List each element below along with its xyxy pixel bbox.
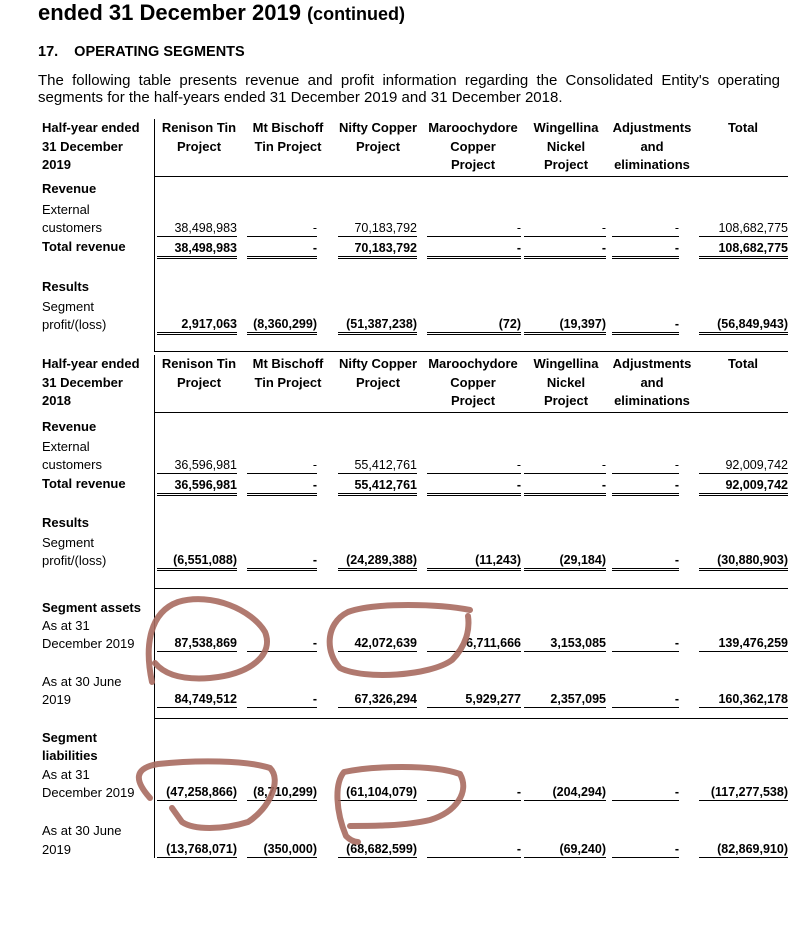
external-2019-cell-3: 70,183,792	[338, 220, 417, 237]
external-2019-cell-6: -	[612, 220, 679, 237]
assets-jun-2019-cell-7: 160,362,178	[699, 691, 788, 708]
liabilities-dec-2019-cell-3: (61,104,079)	[338, 784, 417, 801]
external-label-line-2: customers	[42, 220, 102, 235]
liabilities-dec-2019-cell-6: -	[612, 784, 679, 801]
profit-label-line-1: Segment	[42, 299, 95, 314]
profit-2018-cell-5: (29,184)	[524, 552, 606, 571]
revenue-heading: Revenue	[42, 181, 97, 196]
assets-dec-label-line-1: As at 31	[42, 618, 90, 633]
profit-2019-cell-1: 2,917,063	[157, 316, 237, 335]
total-revenue-2019-cell-5: -	[524, 240, 606, 259]
assets-dec-2019-cell-7: 139,476,259	[699, 635, 788, 652]
assets-jun-2019-cell-4: 5,929,277	[427, 691, 521, 708]
profit-2019-cell-5: (19,397)	[524, 316, 606, 335]
assets-jun-2019-cell-3: 67,326,294	[338, 691, 417, 708]
external-2018-cell-2: -	[247, 457, 317, 474]
header-label-line-1: Half-year ended	[42, 120, 140, 135]
liabilities-jun-2019-cell-2: (350,000)	[247, 841, 317, 858]
assets-jun-label-line-2: 2019	[42, 692, 71, 707]
total-revenue-2019-cell-7: 108,682,775	[699, 240, 788, 259]
total-revenue-2018-cell-2: -	[247, 477, 317, 496]
column-header-1-line1: Renison Tin	[161, 120, 237, 135]
circle-mark-nifty-liabilities	[337, 767, 463, 842]
section-heading: 17. OPERATING SEGMENTS	[38, 44, 245, 60]
assets-dec-label-line-2: December 2019	[42, 636, 135, 651]
header-label-line-2: 31 December	[42, 375, 123, 390]
liabilities-dec-label-line-2: December 2019	[42, 785, 135, 800]
column-header-6-line1: Adjustments	[612, 120, 692, 135]
column-header-2-line1: Mt Bischoff	[252, 356, 324, 371]
column-header-1-line2: Project	[176, 138, 222, 154]
profit-2018-cell-2: -	[247, 552, 317, 571]
external-2019-cell-7: 108,682,775	[699, 220, 788, 237]
profit-2019-cell-3: (51,387,238)	[338, 316, 417, 335]
total-revenue-2018-cell-4: -	[427, 477, 521, 496]
profit-2019-cell-2: (8,360,299)	[247, 316, 317, 335]
intro-paragraph: The following table presents revenue and profit information regarding the Consolidated Entity's operating segments for the half-years ended 31 December 2019 and 31 December 2018.	[38, 72, 780, 106]
column-header-4-line1: Maroochydore	[428, 356, 518, 371]
assets-dec-2019-cell-5: 3,153,085	[524, 635, 606, 652]
horizontal-rule	[154, 588, 788, 589]
external-label-line-2: customers	[42, 457, 102, 472]
assets-jun-2019-cell-6: -	[612, 691, 679, 708]
column-divider	[154, 119, 155, 351]
liabilities-jun-2019-cell-3: (68,682,599)	[338, 841, 417, 858]
external-2019-cell-2: -	[247, 220, 317, 237]
column-header-3-line2: Project	[355, 138, 401, 154]
external-2018-cell-3: 55,412,761	[338, 457, 417, 474]
assets-dec-2019-cell-6: -	[612, 635, 679, 652]
liabilities-heading-line-1: Segment	[42, 730, 97, 745]
liabilities-dec-2019-cell-5: (204,294)	[524, 784, 606, 801]
results-heading: Results	[42, 515, 89, 530]
liabilities-heading-line-2: liabilities	[42, 748, 98, 763]
column-header-4-line3: Project	[450, 157, 496, 172]
horizontal-rule	[154, 351, 788, 352]
results-heading: Results	[42, 279, 89, 294]
total-revenue-2018-cell-6: -	[612, 477, 679, 496]
liabilities-dec-2019-cell-2: (8,710,299)	[247, 784, 317, 801]
profit-2019-cell-7: (56,849,943)	[699, 316, 788, 335]
column-header-5-line3: Project	[543, 157, 589, 172]
column-header-7-line1: Total	[727, 356, 759, 371]
total-revenue-2019-cell-4: -	[427, 240, 521, 259]
external-2018-cell-4: -	[427, 457, 521, 474]
column-header-4-line2: Copper	[450, 374, 496, 390]
column-divider	[154, 355, 155, 588]
column-header-2-line2: Tin Project	[254, 374, 322, 390]
total-revenue-2018-cell-1: 36,596,981	[157, 477, 237, 496]
assets-dec-2019-cell-2: -	[247, 635, 317, 652]
column-header-5-line1: Wingellina	[533, 120, 599, 135]
segment-assets-heading: Segment assets	[42, 600, 141, 615]
total-revenue-2019-cell-1: 38,498,983	[157, 240, 237, 259]
liabilities-dec-label-line-1: As at 31	[42, 767, 90, 782]
column-divider	[154, 588, 155, 718]
external-2019-cell-5: -	[524, 220, 606, 237]
liabilities-jun-label-line-1: As at 30 June	[42, 823, 122, 838]
profit-2018-cell-1: (6,551,088)	[157, 552, 237, 571]
external-2019-cell-1: 38,498,983	[157, 220, 237, 237]
assets-dec-2019-cell-3: 42,072,639	[338, 635, 417, 652]
column-header-4-line1: Maroochydore	[428, 120, 518, 135]
profit-2018-cell-4: (11,243)	[427, 552, 521, 571]
column-header-5-line2: Nickel	[546, 138, 586, 154]
horizontal-rule	[154, 176, 788, 177]
header-label-line-3: 2018	[42, 393, 71, 408]
external-label-line-1: External	[42, 439, 90, 454]
column-header-5-line2: Nickel	[546, 374, 586, 390]
column-header-5-line3: Project	[543, 393, 589, 408]
profit-label-line-1: Segment	[42, 535, 95, 550]
column-header-3-line1: Nifty Copper	[339, 356, 417, 371]
column-header-2-line2: Tin Project	[254, 138, 322, 154]
header-label-line-3: 2019	[42, 157, 71, 172]
column-header-6-line2: and	[640, 138, 664, 154]
assets-jun-label-line-1: As at 30 June	[42, 674, 122, 689]
liabilities-dec-2019-cell-4: -	[427, 784, 521, 801]
total-revenue-label: Total revenue	[42, 476, 126, 491]
page-title: ended 31 December 2019 (continued)	[38, 0, 406, 25]
liabilities-jun-2019-cell-6: -	[612, 841, 679, 858]
column-header-1-line1: Renison Tin	[161, 356, 237, 371]
total-revenue-2019-cell-2: -	[247, 240, 317, 259]
total-revenue-label: Total revenue	[42, 239, 126, 254]
column-header-1-line2: Project	[176, 374, 222, 390]
column-header-4-line2: Copper	[450, 138, 496, 154]
assets-dec-2019-cell-4: 6,711,666	[427, 635, 521, 652]
external-2018-cell-1: 36,596,981	[157, 457, 237, 474]
external-2018-cell-5: -	[524, 457, 606, 474]
external-label-line-1: External	[42, 202, 90, 217]
external-2019-cell-4: -	[427, 220, 521, 237]
horizontal-rule	[154, 718, 788, 719]
external-2018-cell-6: -	[612, 457, 679, 474]
column-header-5-line1: Wingellina	[533, 356, 599, 371]
profit-2018-cell-7: (30,880,903)	[699, 552, 788, 571]
header-label-line-2: 31 December	[42, 139, 123, 154]
profit-2018-cell-3: (24,289,388)	[338, 552, 417, 571]
assets-jun-2019-cell-2: -	[247, 691, 317, 708]
liabilities-jun-2019-cell-5: (69,240)	[524, 841, 606, 858]
liabilities-dec-2019-cell-1: (47,258,866)	[157, 784, 237, 801]
column-header-3-line1: Nifty Copper	[339, 120, 417, 135]
total-revenue-2018-cell-7: 92,009,742	[699, 477, 788, 496]
assets-jun-2019-cell-5: 2,357,095	[524, 691, 606, 708]
external-2018-cell-7: 92,009,742	[699, 457, 788, 474]
horizontal-rule	[154, 412, 788, 413]
liabilities-jun-2019-cell-1: (13,768,071)	[157, 841, 237, 858]
column-divider	[154, 718, 155, 858]
total-revenue-2018-cell-5: -	[524, 477, 606, 496]
assets-dec-2019-cell-1: 87,538,869	[157, 635, 237, 652]
profit-2018-cell-6: -	[612, 552, 679, 571]
profit-label-line-2: profit/(loss)	[42, 553, 107, 568]
column-header-2-line1: Mt Bischoff	[252, 120, 324, 135]
column-header-6-line3: eliminations	[614, 393, 690, 408]
liabilities-jun-2019-cell-7: (82,869,910)	[699, 841, 788, 858]
column-header-6-line2: and	[640, 374, 664, 390]
profit-label-line-2: profit/(loss)	[42, 317, 107, 332]
revenue-heading: Revenue	[42, 419, 97, 434]
column-header-3-line2: Project	[355, 374, 401, 390]
header-label-line-1: Half-year ended	[42, 356, 140, 371]
column-header-4-line3: Project	[450, 393, 496, 408]
liabilities-dec-2019-cell-7: (117,277,538)	[699, 784, 788, 801]
assets-jun-2019-cell-1: 84,749,512	[157, 691, 237, 708]
profit-2019-cell-4: (72)	[427, 316, 521, 335]
column-header-6-line1: Adjustments	[612, 356, 692, 371]
profit-2019-cell-6: -	[612, 316, 679, 335]
total-revenue-2019-cell-3: 70,183,792	[338, 240, 417, 259]
total-revenue-2019-cell-6: -	[612, 240, 679, 259]
liabilities-jun-label-line-2: 2019	[42, 842, 71, 857]
column-header-7-line1: Total	[727, 120, 759, 135]
column-header-6-line3: eliminations	[614, 157, 690, 172]
total-revenue-2018-cell-3: 55,412,761	[338, 477, 417, 496]
liabilities-jun-2019-cell-4: -	[427, 841, 521, 858]
